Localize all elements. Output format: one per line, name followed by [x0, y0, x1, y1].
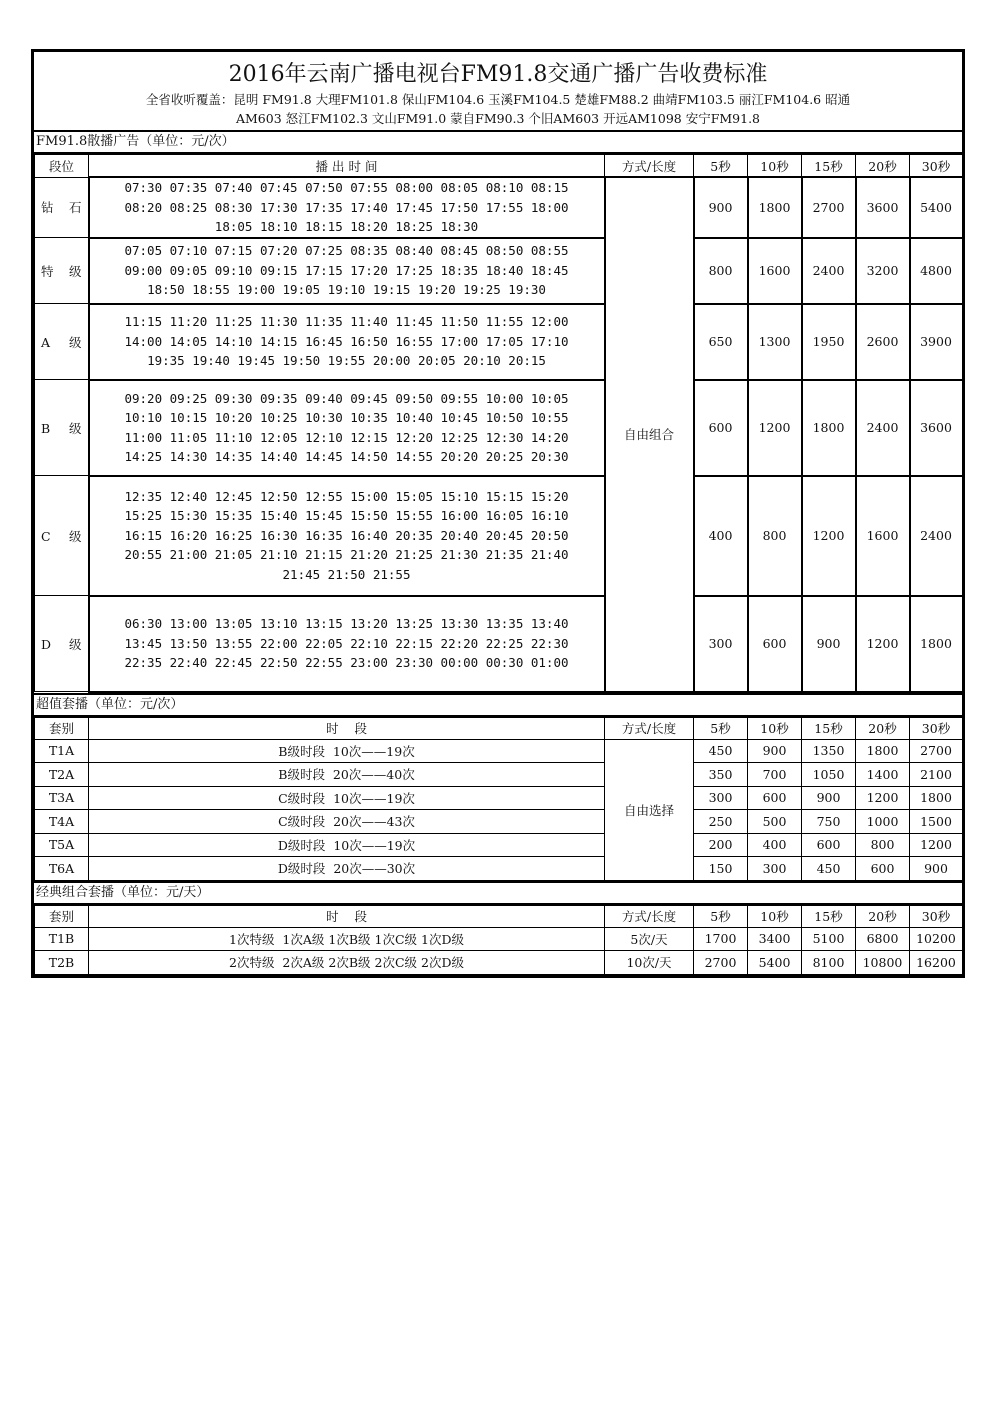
price-cell: 5400	[748, 951, 802, 975]
period-cell: D级时段 10次——19次	[89, 833, 605, 857]
price-cell: 3600	[856, 177, 910, 238]
header-mode: 方式/长度	[605, 155, 694, 178]
set-cell: T2B	[35, 951, 89, 975]
period-cell: D级时段 20次——30次	[89, 857, 605, 881]
price-cell: 1200	[910, 833, 963, 857]
air-times-line: 11:15 11:20 11:25 11:30 11:35 11:40 11:45 11:50 11:55 12:00	[124, 314, 569, 330]
value-row	[35, 833, 963, 857]
price-cell: 900	[748, 739, 802, 763]
price-cell: 3400	[748, 927, 802, 951]
price-cell: 1800	[802, 380, 856, 476]
price-cell: 2400	[856, 380, 910, 476]
air-times-line: 07:05 07:10 07:15 07:20 07:25 08:35 08:40 08:45 08:50 08:55	[124, 243, 569, 259]
level-cell: A 级	[35, 304, 89, 380]
header-30s: 30秒	[910, 905, 963, 927]
price-cell: 1600	[748, 238, 802, 304]
air-times-line: 11:00 11:05 11:10 12:05 12:10 12:15 12:20 12:25 12:30 14:20	[124, 429, 569, 445]
price-cell: 1050	[802, 763, 856, 787]
price-cell: 200	[694, 833, 748, 857]
price-cell: 1350	[802, 739, 856, 763]
header-10s: 10秒	[748, 717, 802, 739]
air-times-line: 14:25 14:30 14:35 14:40 14:45 14:50 14:55 20:20 20:25 20:30	[124, 449, 569, 464]
header-10s: 10秒	[748, 155, 802, 178]
level-cell: B 级	[35, 380, 89, 476]
air-times-cell	[89, 596, 605, 692]
mode-cell: 自由选择	[605, 739, 694, 880]
air-times-line: 13:45 13:50 13:55 22:00 22:05 22:10 22:15 22:20 22:25 22:30	[124, 635, 569, 651]
spot-header-row	[35, 155, 963, 178]
price-cell: 400	[748, 833, 802, 857]
set-cell: T1B	[35, 927, 89, 951]
header-10s: 10秒	[748, 905, 802, 927]
price-cell: 800	[694, 238, 748, 304]
price-cell: 600	[748, 596, 802, 692]
air-times-line: 12:35 12:40 12:45 12:50 12:55 15:00 15:05 15:10 15:15 15:20	[124, 488, 569, 504]
price-cell: 1800	[748, 177, 802, 238]
price-cell: 2100	[910, 763, 963, 787]
header-30s: 30秒	[910, 717, 963, 739]
header-5s: 5秒	[694, 717, 748, 739]
level-cell: D 级	[35, 596, 89, 692]
classic-section-title: 经典组合套播（单位：元/天）	[34, 881, 962, 905]
header-20s: 20秒	[856, 155, 910, 178]
price-cell: 900	[802, 786, 856, 810]
value-row	[35, 763, 963, 787]
spot-section-title: FM91.8散播广告（单位：元/次）	[34, 130, 962, 154]
set-cell: T2A	[35, 763, 89, 787]
air-times-line: 08:20 08:25 08:30 17:30 17:35 17:40 17:45 17:50 17:55 18:00	[124, 199, 569, 215]
header-set: 套别	[35, 905, 89, 927]
price-cell: 800	[748, 476, 802, 596]
mode-cell: 5次/天	[605, 927, 694, 951]
price-cell: 1200	[856, 596, 910, 692]
price-cell: 600	[694, 380, 748, 476]
spot-row	[35, 596, 963, 692]
period-cell: 1次特级 1次A级 1次B级 1次C级 1次D级	[89, 927, 605, 951]
price-cell: 1800	[910, 786, 963, 810]
price-cell: 2600	[856, 304, 910, 380]
price-cell: 600	[802, 833, 856, 857]
price-cell: 900	[910, 857, 963, 881]
price-cell: 5400	[910, 177, 963, 238]
classic-row	[35, 951, 963, 975]
mode-cell: 自由组合	[605, 177, 694, 692]
period-cell: B级时段 20次——40次	[89, 763, 605, 787]
header-20s: 20秒	[856, 905, 910, 927]
price-cell: 2700	[802, 177, 856, 238]
spot-row	[35, 238, 963, 304]
classic-row	[35, 927, 963, 951]
spot-row	[35, 177, 963, 238]
air-times-line: 22:35 22:40 22:45 22:50 22:55 23:00 23:30 00:00 00:30 01:00	[124, 655, 569, 671]
set-cell: T4A	[35, 810, 89, 834]
header-set: 套别	[35, 717, 89, 739]
coverage-line-2: AM603 怒江FM102.3 文山FM91.0 蒙自FM90.3 个旧AM603 开远AM1098 安宁FM91.8	[235, 111, 761, 126]
header-15s: 15秒	[802, 155, 856, 178]
price-cell: 1300	[748, 304, 802, 380]
header-time: 播 出 时 间	[89, 155, 605, 178]
price-cell: 8100	[802, 951, 856, 975]
value-row	[35, 786, 963, 810]
air-times-line: 09:00 09:05 09:10 09:15 17:15 17:20 17:25 18:35 18:40 18:45	[124, 262, 569, 278]
price-cell: 1500	[910, 810, 963, 834]
set-cell: T5A	[35, 833, 89, 857]
header-30s: 30秒	[910, 155, 963, 178]
price-cell: 150	[694, 857, 748, 881]
mode-cell: 10次/天	[605, 951, 694, 975]
price-cell: 10200	[910, 927, 963, 951]
price-cell: 650	[694, 304, 748, 380]
air-times-line: 19:35 19:40 19:45 19:50 19:55 20:00 20:05 20:10 20:15	[147, 353, 546, 369]
value-table	[34, 717, 963, 881]
spot-row	[35, 380, 963, 476]
set-cell: T3A	[35, 786, 89, 810]
spot-table	[34, 154, 964, 693]
price-cell: 6800	[856, 927, 910, 951]
air-times-line: 07:30 07:35 07:40 07:45 07:50 07:55 08:00 08:05 08:10 08:15	[124, 180, 569, 195]
air-times-cell	[89, 304, 605, 380]
coverage-line-1: 全省收听覆盖：昆明 FM91.8 大理FM101.8 保山FM104.6 玉溪FM104.5 楚雄FM88.2 曲靖FM103.5 丽江FM104.6 昭通	[145, 92, 851, 107]
header-15s: 15秒	[802, 717, 856, 739]
air-times-cell	[89, 476, 605, 596]
price-cell: 2400	[910, 476, 963, 596]
set-cell: T1A	[35, 739, 89, 763]
air-times-line: 14:00 14:05 14:10 14:15 16:45 16:50 16:55 17:00 17:05 17:10	[124, 333, 569, 349]
price-cell: 1200	[802, 476, 856, 596]
price-cell: 4800	[910, 238, 963, 304]
spot-row	[35, 476, 963, 596]
price-cell: 10800	[856, 951, 910, 975]
price-cell: 1000	[856, 810, 910, 834]
header-mode: 方式/长度	[605, 905, 694, 927]
price-cell: 300	[694, 596, 748, 692]
price-cell: 250	[694, 810, 748, 834]
price-cell: 600	[856, 857, 910, 881]
price-cell: 1400	[856, 763, 910, 787]
header-level: 段位	[35, 155, 89, 178]
price-cell: 2400	[802, 238, 856, 304]
header-15s: 15秒	[802, 905, 856, 927]
rate-sheet	[31, 49, 965, 978]
price-cell: 300	[748, 857, 802, 881]
price-cell: 1200	[856, 786, 910, 810]
air-times-line: 21:45 21:50 21:55	[282, 566, 411, 582]
price-cell: 3900	[910, 304, 963, 380]
price-cell: 700	[748, 763, 802, 787]
period-cell: B级时段 10次——19次	[89, 739, 605, 763]
header-5s: 5秒	[694, 905, 748, 927]
air-times-line: 18:50 18:55 19:00 19:05 19:10 19:15 19:20 19:25 19:30	[147, 282, 546, 298]
price-cell: 450	[802, 857, 856, 881]
header-20s: 20秒	[856, 717, 910, 739]
price-cell: 450	[694, 739, 748, 763]
period-cell: C级时段 20次——43次	[89, 810, 605, 834]
price-cell: 400	[694, 476, 748, 596]
price-cell: 5100	[802, 927, 856, 951]
air-times-line: 09:20 09:25 09:30 09:35 09:40 09:45 09:50 09:55 10:00 10:05	[124, 390, 569, 406]
price-cell: 900	[694, 177, 748, 238]
spot-row	[35, 304, 963, 380]
price-cell: 1950	[802, 304, 856, 380]
price-cell: 2700	[910, 739, 963, 763]
air-times-line: 18:05 18:10 18:15 18:20 18:25 18:30	[214, 219, 479, 234]
page-title: 2016年云南广播电视台FM91.8交通广播广告收费标准	[228, 62, 768, 87]
air-times-line: 06:30 13:00 13:05 13:10 13:15 13:20 13:25 13:30 13:35 13:40	[124, 616, 569, 632]
level-cell: C 级	[35, 476, 89, 596]
air-times-line: 20:55 21:00 21:05 21:10 21:15 21:20 21:25 21:30 21:35 21:40	[124, 547, 569, 563]
set-cell: T6A	[35, 857, 89, 881]
price-cell: 350	[694, 763, 748, 787]
price-cell: 1800	[910, 596, 963, 692]
price-cell: 1800	[856, 739, 910, 763]
value-row	[35, 810, 963, 834]
price-cell: 1600	[856, 476, 910, 596]
price-cell: 600	[748, 786, 802, 810]
classic-header-row	[35, 905, 963, 927]
air-times-cell	[89, 380, 605, 476]
air-times-cell	[89, 177, 605, 238]
period-cell: C级时段 10次——19次	[89, 786, 605, 810]
price-cell: 500	[748, 810, 802, 834]
period-cell: 2次特级 2次A级 2次B级 2次C级 2次D级	[89, 951, 605, 975]
price-cell: 900	[802, 596, 856, 692]
header-period: 时 段	[89, 717, 605, 739]
header-mode: 方式/长度	[605, 717, 694, 739]
price-cell: 750	[802, 810, 856, 834]
price-cell: 2700	[694, 951, 748, 975]
air-times-cell	[89, 238, 605, 304]
air-times-line: 16:15 16:20 16:25 16:30 16:35 16:40 20:35 20:40 20:45 20:50	[124, 527, 569, 543]
classic-table	[34, 905, 963, 975]
sheet-header	[34, 52, 962, 130]
price-cell: 300	[694, 786, 748, 810]
price-cell: 3200	[856, 238, 910, 304]
value-row	[35, 739, 963, 763]
air-times-line: 15:25 15:30 15:35 15:40 15:45 15:50 15:55 16:00 16:05 16:10	[124, 508, 569, 524]
price-cell: 16200	[910, 951, 963, 975]
level-cell: 钻 石	[35, 177, 89, 238]
price-cell: 1200	[748, 380, 802, 476]
value-row	[35, 857, 963, 881]
air-times-line: 10:10 10:15 10:20 10:25 10:30 10:35 10:40 10:45 10:50 10:55	[124, 410, 569, 425]
price-cell: 3600	[910, 380, 963, 476]
price-cell: 1700	[694, 927, 748, 951]
header-5s: 5秒	[694, 155, 748, 178]
value-section-title: 超值套播（单位：元/次）	[34, 693, 962, 717]
level-cell: 特 级	[35, 238, 89, 304]
header-period: 时 段	[89, 905, 605, 927]
price-cell: 800	[856, 833, 910, 857]
value-header-row	[35, 717, 963, 739]
